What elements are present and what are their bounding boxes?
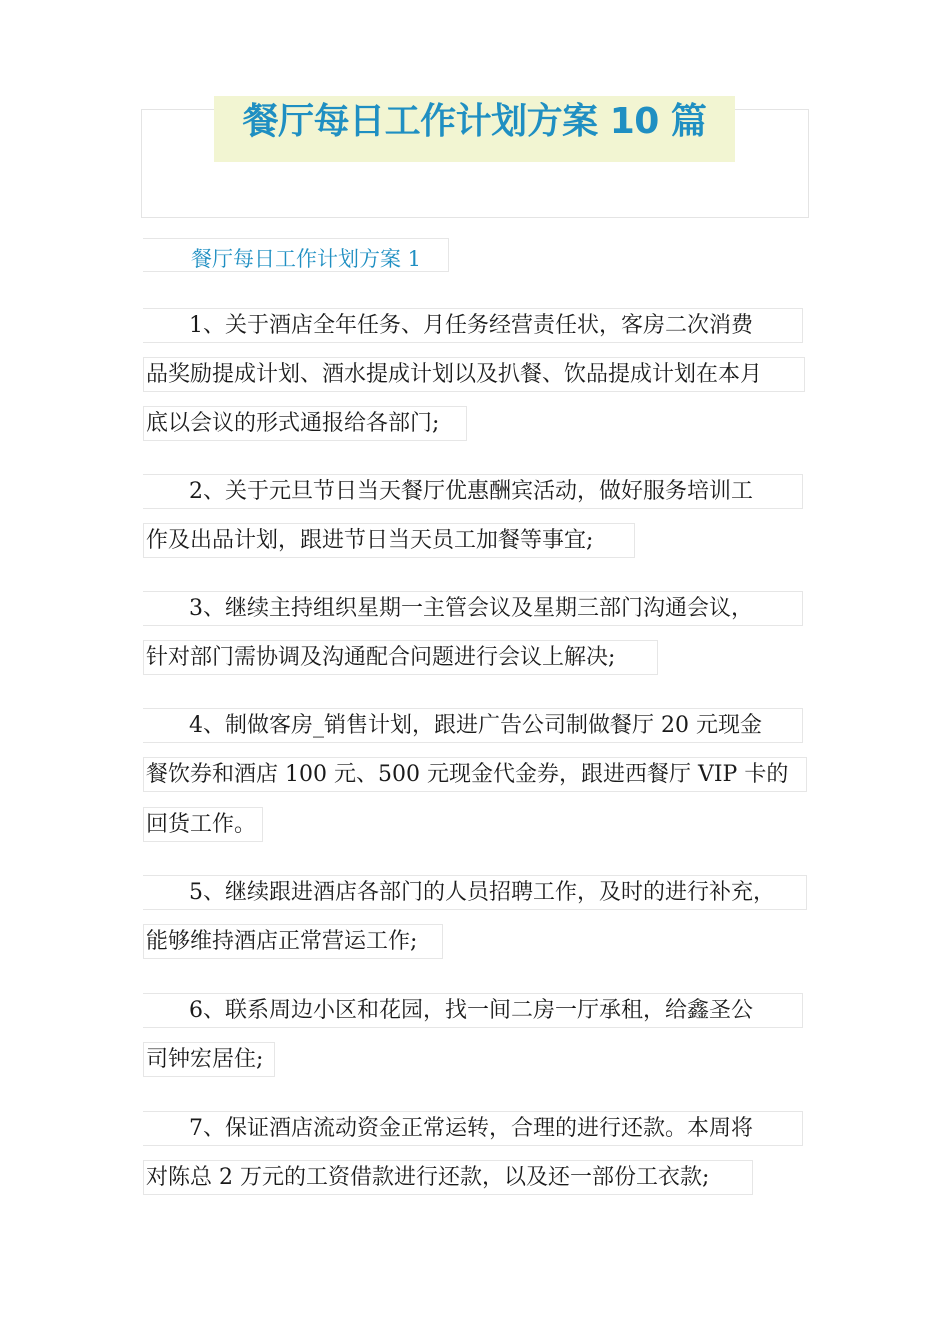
document-title: 餐厅每日工作计划方案 10 篇 xyxy=(242,101,707,142)
paragraph-4-line-1: 4、制做客房_销售计划，跟进广告公司制做餐厅 20 元现金 xyxy=(143,708,803,743)
paragraph-3-line-1: 3、继续主持组织星期一主管会议及星期三部门沟通会议， xyxy=(143,591,803,626)
paragraph-2-line-1: 2、关于元旦节日当天餐厅优惠酬宾活动，做好服务培训工 xyxy=(143,474,803,509)
paragraph-5-line-1: 5、继续跟进酒店各部门的人员招聘工作，及时的进行补充， xyxy=(143,875,807,910)
paragraph-1-line-2: 品奖励提成计划、酒水提成计划以及扒餐、饮品提成计划在本月 xyxy=(143,357,805,392)
paragraph-5-line-2: 能够维持酒店正常营运工作; xyxy=(143,924,443,959)
paragraph-4-line-2: 餐饮券和酒店 100 元、500 元现金代金券，跟进西餐厅 VIP 卡的 xyxy=(143,757,807,792)
paragraph-3-line-2: 针对部门需协调及沟通配合问题进行会议上解决; xyxy=(143,640,658,675)
paragraph-7-line-2: 对陈总 2 万元的工资借款进行还款，以及还一部份工衣款; xyxy=(143,1160,753,1195)
section-heading xyxy=(143,238,449,272)
paragraph-4-line-3: 回货工作。 xyxy=(143,807,263,842)
paragraph-7-line-1: 7、保证酒店流动资金正常运转，合理的进行还款。本周将 xyxy=(143,1111,803,1146)
section-heading-text: 餐厅每日工作计划方案 1 xyxy=(191,247,422,271)
paragraph-1-line-1: 1、关于酒店全年任务、月任务经营责任状，客房二次消费 xyxy=(143,308,803,343)
paragraph-1-line-3: 底以会议的形式通报给各部门; xyxy=(143,406,467,441)
paragraph-2-line-2: 作及出品计划，跟进节日当天员工加餐等事宜; xyxy=(143,523,635,558)
paragraph-6-line-2: 司钟宏居住; xyxy=(143,1042,275,1077)
paragraph-6-line-1: 6、联系周边小区和花园，找一间二房一厅承租，给鑫圣公 xyxy=(143,993,803,1028)
